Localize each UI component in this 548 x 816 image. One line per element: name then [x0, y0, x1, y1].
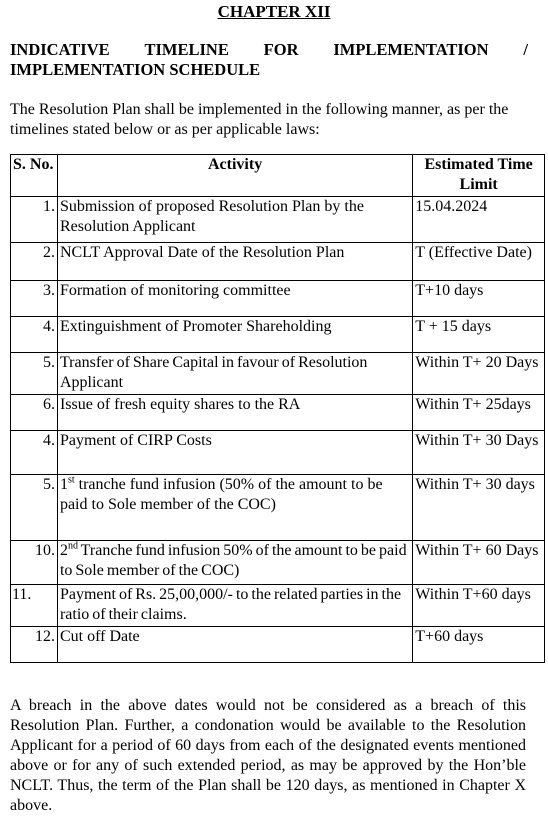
row-sno: 6.	[11, 395, 58, 431]
footer-paragraph: A breach in the above dates would not be considered as a breach of this Resolution Plan. Further, a condonation would be available to the Resolution Applicant for a period of 60 days from each of the designated events mentioned above or for any of such extended period, as may be approved by the Hon’ble NCLT. Thus, the term of the Plan shall be 120 days, as mentioned in Chapter X above.	[10, 697, 526, 814]
table-row	[11, 243, 545, 281]
row-time: T+10 days	[413, 281, 545, 317]
row-activity: 2nd Tranche fund infusion 50% of the amount to be paid to Sole member of the COC)	[57, 541, 412, 585]
table-row	[11, 475, 545, 541]
table-row	[11, 317, 545, 353]
row-sno: 12.	[11, 627, 58, 663]
row-activity: Extinguishment of Promoter Shareholding	[57, 317, 412, 353]
row-time: T+60 days	[413, 627, 545, 663]
row-time: Within T+ 30 days	[413, 475, 545, 541]
table-row	[11, 541, 545, 585]
row-sno: 3.	[11, 281, 58, 317]
table-row	[11, 627, 545, 663]
row-activity: 1st tranche fund infusion (50% of the amount to be paid to Sole member of the COC)	[57, 475, 412, 541]
row-activity: Payment of Rs. 25,00,000/- to the related parties in the ratio of their claims.	[57, 585, 412, 627]
row-time: Within T+60 days	[413, 585, 545, 627]
row-activity: Formation of monitoring committee	[57, 281, 412, 317]
header-activity: Activity	[57, 155, 412, 197]
implementation-schedule-table	[10, 154, 545, 663]
row-activity: Payment of CIRP Costs	[57, 431, 412, 475]
row-time: Within T+ 30 Days	[413, 431, 545, 475]
section-heading	[10, 40, 528, 80]
table-row	[11, 395, 545, 431]
row-activity: Transfer of Share Capital in favour of Resolution Applicant	[57, 353, 412, 395]
table-header-row	[11, 155, 545, 197]
table-row	[11, 281, 545, 317]
section-heading-line-1: INDICATIVE TIMELINE FOR IMPLEMENTATION /	[10, 40, 528, 59]
row-sno: 11.	[11, 585, 58, 627]
intro-paragraph: The Resolution Plan shall be implemented in the following manner, as per the timelines stated below or as per applicable laws:	[10, 101, 509, 138]
row-sno: 1.	[11, 197, 58, 243]
header-time-limit: Estimated Time Limit	[413, 155, 545, 197]
table-row	[11, 585, 545, 627]
row-sno: 10.	[11, 541, 58, 585]
table-row	[11, 431, 545, 475]
row-activity: Submission of proposed Resolution Plan by the Resolution Applicant	[57, 197, 412, 243]
row-time: 15.04.2024	[413, 197, 545, 243]
table-row	[11, 353, 545, 395]
section-heading-line-2: IMPLEMENTATION SCHEDULE	[10, 60, 261, 79]
row-sno: 5.	[11, 475, 58, 541]
header-sno: S. No.	[11, 155, 58, 197]
row-time: Within T+ 20 Days	[413, 353, 545, 395]
chapter-title: CHAPTER XII	[217, 2, 331, 21]
row-time: Within T+ 25days	[413, 395, 545, 431]
row-time: Within T+ 60 Days	[413, 541, 545, 585]
row-sno: 4.	[11, 431, 58, 475]
row-activity: Cut off Date	[57, 627, 412, 663]
row-sno: 5.	[11, 353, 58, 395]
table-row	[11, 197, 545, 243]
row-sno: 2.	[11, 243, 58, 281]
row-activity: NCLT Approval Date of the Resolution Plan	[57, 243, 412, 281]
row-sno: 4.	[11, 317, 58, 353]
row-activity: Issue of fresh equity shares to the RA	[57, 395, 412, 431]
row-time: T + 15 days	[413, 317, 545, 353]
row-time: T (Effective Date)	[413, 243, 545, 281]
